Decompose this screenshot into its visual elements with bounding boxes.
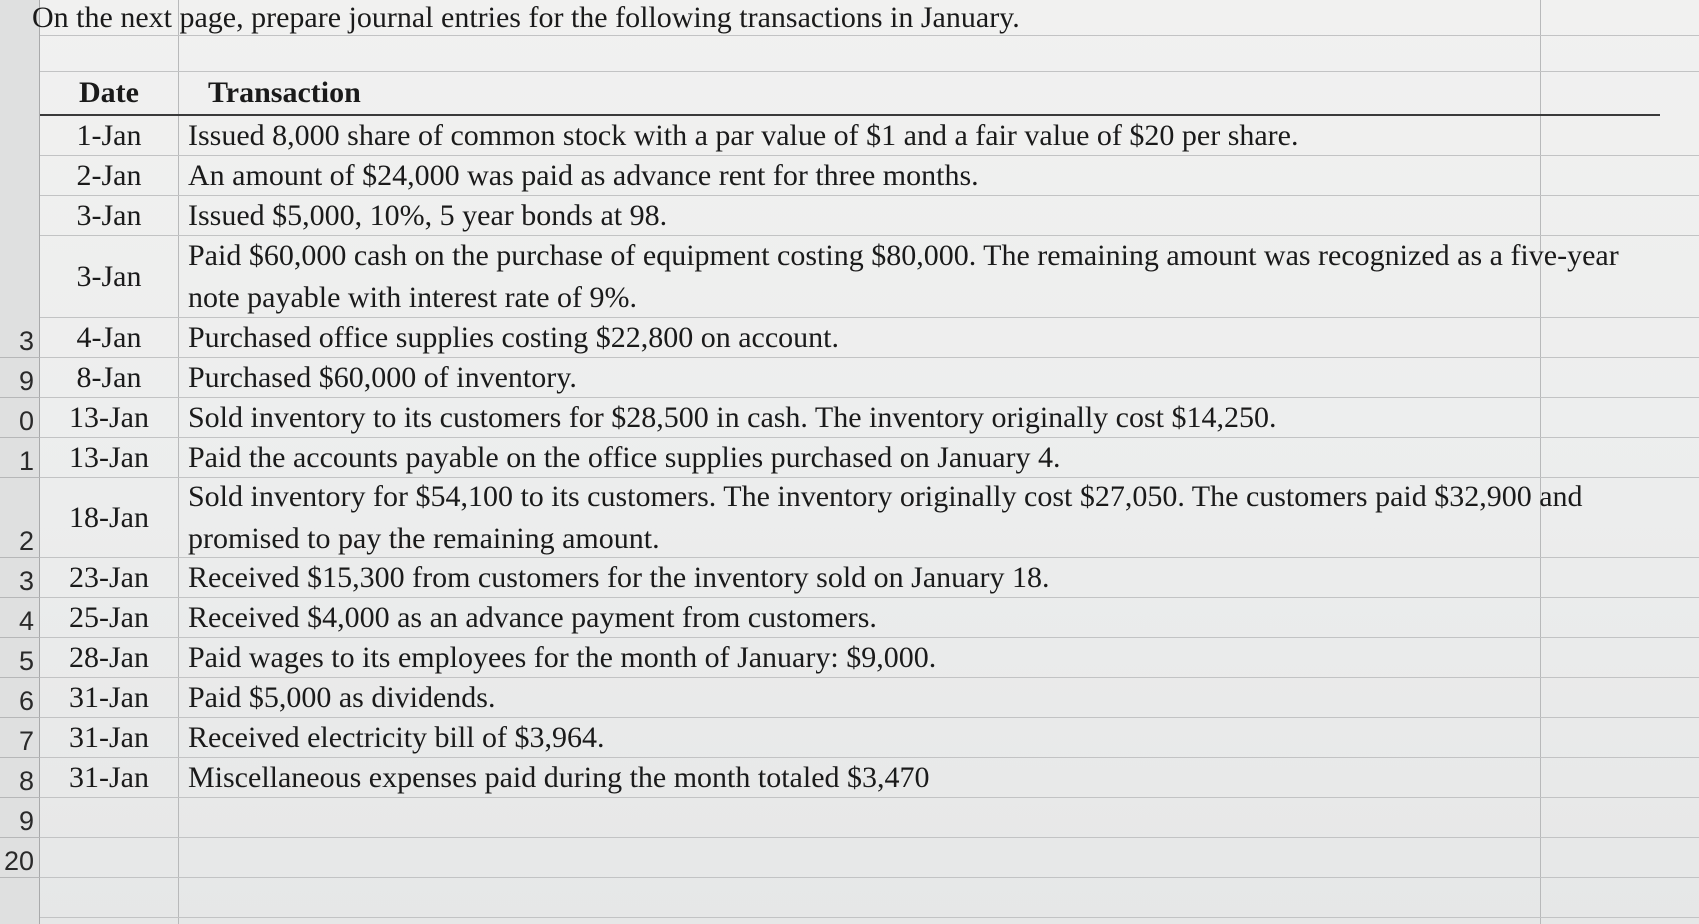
transaction-header[interactable]: Transaction — [208, 76, 361, 109]
transaction-cell[interactable]: Paid wages to its employees for the month of January: $9,000. — [188, 640, 937, 674]
row-number[interactable]: 8 — [0, 758, 40, 798]
date-cell[interactable]: 4-Jan — [76, 320, 142, 354]
row-number[interactable]: 3 — [0, 558, 40, 598]
transaction-cell[interactable]: Issued 8,000 share of common stock with a par value of $1 and a fair value of $20 per share. — [188, 118, 1299, 152]
row-number[interactable]: 20 — [0, 838, 40, 878]
table-row[interactable] — [40, 196, 1699, 236]
row-number[interactable]: 7 — [0, 718, 40, 758]
table-row[interactable] — [40, 718, 1699, 758]
row-number[interactable]: 1 — [0, 438, 40, 478]
table-row[interactable] — [40, 318, 1699, 358]
table-row[interactable] — [40, 758, 1699, 798]
transaction-cell[interactable]: Sold inventory to its customers for $28,500 in cash. The inventory originally cost $14,250. — [188, 400, 1277, 434]
row-number[interactable]: 3 — [0, 318, 40, 358]
date-cell[interactable]: 23-Jan — [69, 560, 149, 594]
row-number[interactable]: 6 — [0, 678, 40, 718]
table-row[interactable] — [40, 638, 1699, 678]
table-row[interactable] — [40, 398, 1699, 438]
date-cell[interactable]: 18-Jan — [69, 500, 149, 534]
row-number[interactable]: 4 — [0, 598, 40, 638]
transaction-cell[interactable]: Paid $5,000 as dividends. — [188, 680, 496, 714]
table-row[interactable] — [40, 478, 1699, 558]
table-row[interactable] — [40, 558, 1699, 598]
date-cell[interactable]: 13-Jan — [69, 400, 149, 434]
date-cell[interactable]: 28-Jan — [69, 640, 149, 674]
date-header[interactable]: Date — [79, 76, 139, 109]
table-row[interactable] — [40, 678, 1699, 718]
table-row[interactable] — [40, 438, 1699, 478]
row-number[interactable]: 9 — [0, 798, 40, 838]
row-number[interactable]: 0 — [0, 398, 40, 438]
instructions-text: On the next page, prepare journal entries for the following transactions in January. — [32, 1, 1020, 34]
date-cell[interactable]: 31-Jan — [69, 760, 149, 794]
transaction-cell[interactable]: Purchased $60,000 of inventory. — [188, 360, 577, 394]
table-row[interactable] — [40, 358, 1699, 398]
date-cell[interactable]: 3-Jan — [76, 259, 142, 293]
transaction-cell[interactable]: Received electricity bill of $3,964. — [188, 720, 605, 754]
date-cell[interactable]: 2-Jan — [76, 158, 142, 192]
date-cell[interactable]: 1-Jan — [76, 118, 142, 152]
date-cell[interactable]: 31-Jan — [69, 720, 149, 754]
transaction-cell[interactable]: Received $15,300 from customers for the inventory sold on January 18. — [188, 560, 1050, 594]
transaction-cell[interactable]: An amount of $24,000 was paid as advance rent for three months. — [188, 158, 979, 192]
date-cell[interactable]: 31-Jan — [69, 680, 149, 714]
transaction-cell[interactable]: Miscellaneous expenses paid during the month totaled $3,470 — [188, 760, 930, 794]
table-header-row — [40, 72, 1699, 114]
date-cell[interactable]: 13-Jan — [69, 440, 149, 474]
blank-row[interactable] — [40, 0, 1699, 36]
transaction-cell[interactable]: Sold inventory for $54,100 to its customers. The inventory originally cost $27,050. The customers paid $32,900 and promised to pay the remaining amount. — [188, 479, 1583, 555]
row-number[interactable]: 5 — [0, 638, 40, 678]
transaction-cell[interactable]: Purchased office supplies costing $22,800 on account. — [188, 320, 839, 354]
table-row[interactable] — [40, 156, 1699, 196]
blank-row[interactable] — [40, 36, 1699, 72]
blank-row[interactable] — [40, 798, 1699, 838]
transaction-cell[interactable]: Received $4,000 as an advance payment from customers. — [188, 600, 877, 634]
date-cell[interactable]: 3-Jan — [76, 198, 142, 232]
row-number[interactable]: 9 — [0, 358, 40, 398]
blank-row[interactable] — [40, 838, 1699, 878]
transaction-cell[interactable]: Paid the accounts payable on the office supplies purchased on January 4. — [188, 440, 1061, 474]
row-number[interactable]: 2 — [0, 478, 40, 558]
table-row[interactable] — [40, 116, 1699, 156]
transaction-cell[interactable]: Issued $5,000, 10%, 5 year bonds at 98. — [188, 198, 668, 232]
date-cell[interactable]: 8-Jan — [76, 360, 142, 394]
table-row[interactable] — [40, 598, 1699, 638]
table-row[interactable] — [40, 236, 1699, 318]
transaction-cell[interactable]: Paid $60,000 cash on the purchase of equipment costing $80,000. The remaining amount was recognized as a five-year note payable with interest rate of 9%. — [188, 238, 1619, 314]
blank-row[interactable] — [40, 878, 1699, 918]
date-cell[interactable]: 25-Jan — [69, 600, 149, 634]
